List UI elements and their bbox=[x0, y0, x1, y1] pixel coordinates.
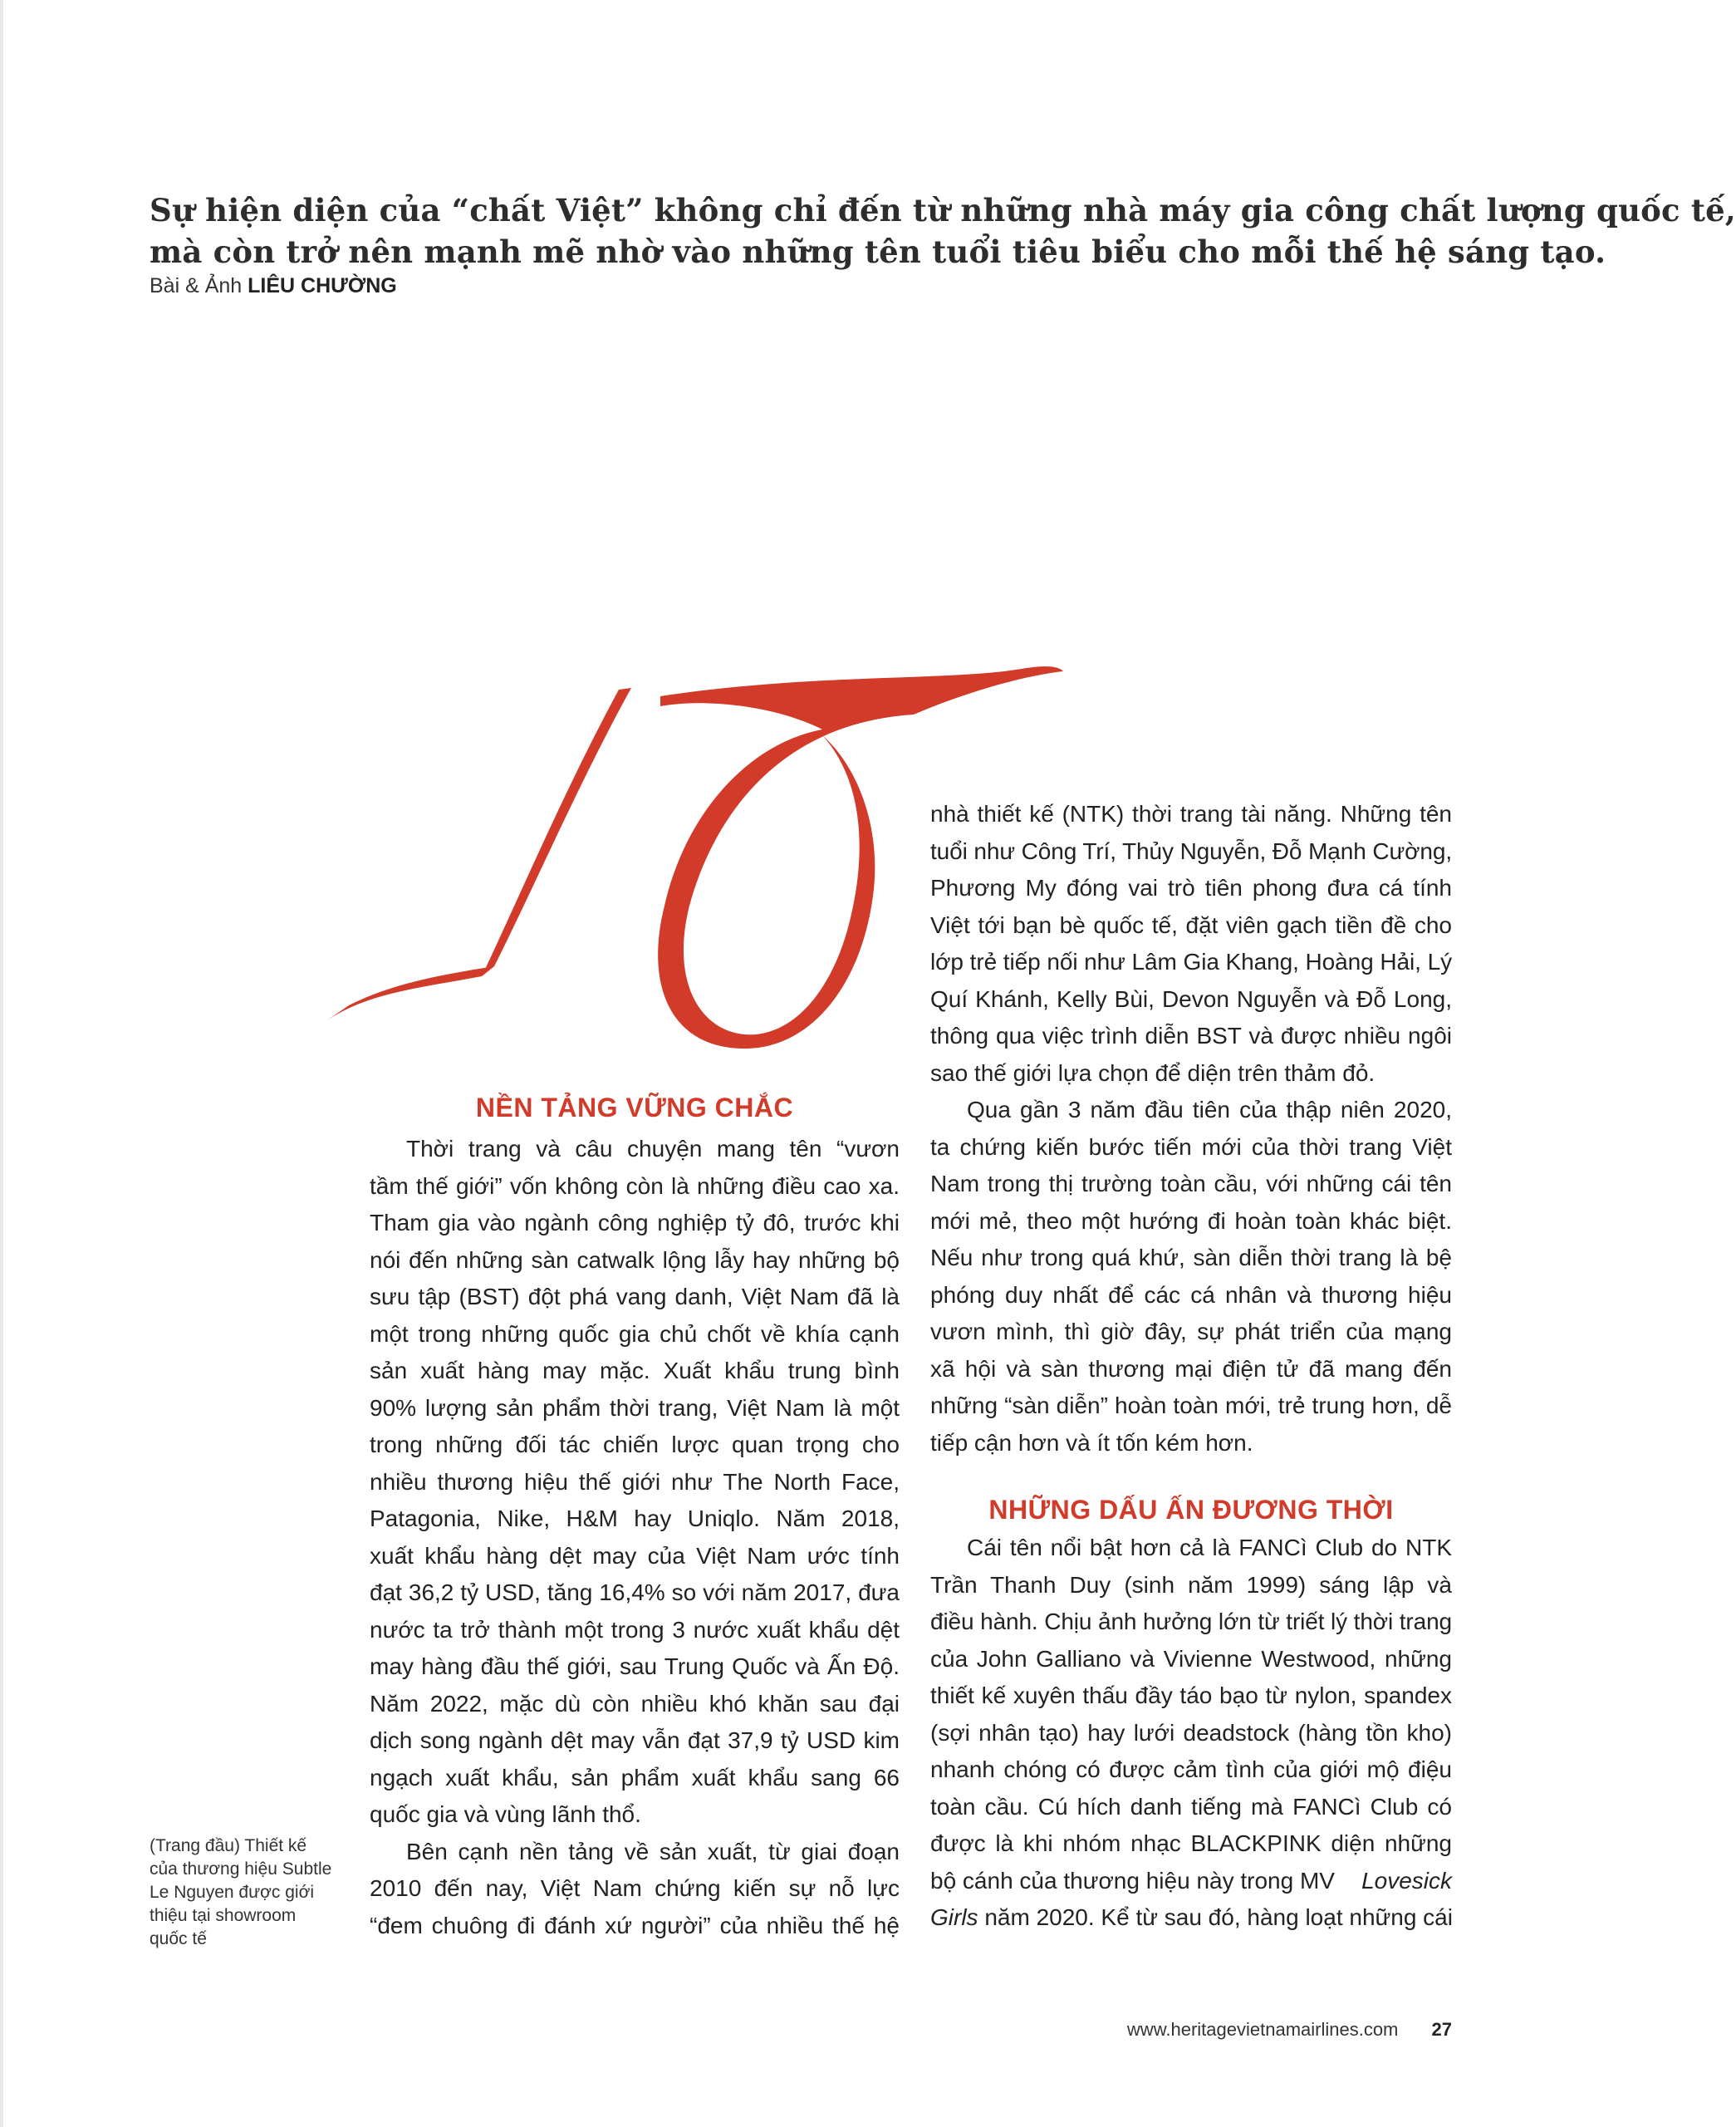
text-line: Phương My đóng vai trò tiên phong đưa cá tính bbox=[930, 875, 1452, 901]
dropcap-stem bbox=[482, 688, 631, 976]
text-line: quốc gia và vùng lãnh thổ. bbox=[370, 1801, 641, 1827]
text-line: tiếp cận hơn và ít tốn kém hơn. bbox=[930, 1429, 1253, 1456]
text-line: trong những đối tác chiến lược quan trọng cho bbox=[370, 1432, 900, 1457]
text-line: 2010 đến nay, Việt Nam chứng kiến sự nỗ lực bbox=[370, 1875, 900, 1901]
text-line: tuổi như Công Trí, Thủy Nguyễn, Đỗ Mạnh Cường, bbox=[930, 838, 1452, 864]
caption-line: Le Nguyen được giới bbox=[150, 1883, 315, 1902]
text-line: Năm 2022, mặc dù còn nhiều khó khăn sau đại bbox=[370, 1690, 900, 1717]
text-line: may hàng đầu thế giới, sau Trung Quốc và Ấn Độ. bbox=[370, 1653, 900, 1679]
text-line bbox=[930, 1899, 1452, 1937]
byline-author: LIÊU CHƯỜNG bbox=[248, 274, 397, 297]
text-line: Thời trang và câu chuyện mang tên “vươn bbox=[406, 1136, 900, 1162]
text-line: xuất khẩu hàng dệt may của Việt Nam ước tính bbox=[370, 1542, 900, 1569]
byline-prefix: Bài & Ảnh bbox=[150, 274, 243, 297]
footer-url[interactable]: www.heritagevietnamairlines.com bbox=[1126, 2019, 1399, 2040]
lede-line: mà còn trở nên mạnh mẽ nhờ vào những tên tuổi tiêu biểu cho mỗi thế hệ sáng tạo. bbox=[150, 233, 1606, 270]
text-line: sao thế giới lựa chọn để diện trên thảm đỏ. bbox=[930, 1059, 1376, 1086]
text-line: Cái tên nổi bật hơn cả là FANCì Club do NTK bbox=[967, 1535, 1452, 1560]
text-line-group bbox=[930, 1899, 1453, 1937]
text-line: ngạch xuất khẩu, sản phẩm xuất khẩu sang 66 bbox=[370, 1764, 900, 1791]
paragraph bbox=[370, 1834, 900, 1945]
column-left bbox=[370, 1091, 900, 1944]
lede-line: Sự hiện diện của “chất Việt” không chỉ đến từ những nhà máy gia công chất lượng quốc tế, bbox=[150, 192, 1736, 228]
text-line: ta chứng kiến bước tiến mới của thời trang Việt bbox=[930, 1133, 1452, 1160]
section-heading-contemporary: NHỮNG DẤU ẤN ĐƯƠNG THỜI bbox=[988, 1495, 1394, 1525]
text-line: nhiều thương hiệu thế giới như The North Face, bbox=[370, 1468, 900, 1495]
text-line: đạt 36,2 tỷ USD, tăng 16,4% so với năm 2017, đưa bbox=[370, 1579, 900, 1605]
text-line: nói đến những sàn catwalk lộng lẫy hay những bộ bbox=[370, 1246, 900, 1273]
text-line: Quí Khánh, Kelly Bùi, Devon Nguyễn và Đỗ Long, bbox=[930, 985, 1452, 1012]
page-number: 27 bbox=[1431, 2019, 1452, 2040]
caption-line: (Trang đầu) Thiết kế bbox=[150, 1836, 307, 1855]
page-footer bbox=[1127, 2019, 1452, 2041]
text-line: sản xuất hàng may mặc. Xuất khẩu trung bình bbox=[370, 1358, 900, 1383]
text-line: nhà thiết kế (NTK) thời trang tài năng. Những tên bbox=[930, 801, 1452, 827]
text-line: phóng duy nhất để các cá nhân và thương hiệu bbox=[930, 1281, 1452, 1308]
text-line: 90% lượng sản phẩm thời trang, Việt Nam là một bbox=[370, 1394, 900, 1421]
text-line: Việt tới bạn bè quốc tế, đặt viên gạch tiền đề cho bbox=[930, 911, 1452, 938]
text-line: Bên cạnh nền tảng về sản xuất, từ giai đoạn bbox=[406, 1838, 900, 1864]
article-lede bbox=[150, 189, 1736, 273]
photo-caption bbox=[150, 1835, 341, 1951]
caption-line: thiệu tại showroom bbox=[150, 1906, 297, 1925]
text-line: Nếu như trong quá khứ, sàn diễn thời trang là bệ bbox=[930, 1245, 1452, 1270]
caption-line: của thương hiệu Subtle bbox=[150, 1859, 332, 1879]
text-line: những “sàn diễn” hoàn toàn mới, trẻ trung hơn, dễ bbox=[930, 1393, 1452, 1418]
text-line: (sợi nhân tạo) hay lưới deadstock (hàng tồn kho) bbox=[930, 1719, 1452, 1746]
text-line: dịch song ngành dệt may vẫn đạt 37,9 tỷ USD kim bbox=[370, 1727, 900, 1753]
text-line: thông qua việc trình diễn BST và được nhiều ngôi bbox=[930, 1023, 1452, 1049]
page-edge bbox=[0, 0, 3, 2127]
text-line: của John Galliano và Vivienne Westwood, những bbox=[930, 1645, 1452, 1672]
text-line: một trong những quốc gia chủ chốt về khía cạnh bbox=[370, 1320, 900, 1347]
text-line: thiết kế xuyên thấu đầy táo bạo từ nylon, spandex bbox=[930, 1682, 1452, 1708]
text-line: Trần Thanh Duy (sinh năm 1999) sáng lập và bbox=[930, 1571, 1452, 1598]
text-line: lớp trẻ tiếp nối như Lâm Gia Khang, Hoàng Hải, Lý bbox=[930, 949, 1452, 975]
text-segment: bộ cánh của thương hiệu này trong MV bbox=[930, 1867, 1335, 1894]
paragraph bbox=[930, 1530, 1452, 1937]
text-line: nhanh chóng có được cảm tình của giới mộ điệu bbox=[930, 1756, 1452, 1782]
paragraph bbox=[930, 1092, 1452, 1461]
text-segment: năm 2020. Kể từ sau đó, hàng loạt những cái bbox=[984, 1904, 1453, 1930]
text-line: xã hội và sàn thương mại điện tử đã mang đến bbox=[930, 1355, 1452, 1382]
dropcap-stroke bbox=[322, 966, 494, 1024]
text-line: nước ta trở thành một trong 3 nước xuất khẩu dệt bbox=[370, 1616, 900, 1643]
text-line: vươn mình, thì giờ đây, sự phát triển của mạng bbox=[930, 1319, 1452, 1344]
paragraph bbox=[370, 1131, 900, 1834]
column-right bbox=[930, 796, 1452, 1937]
text-line: Qua gần 3 năm đầu tiên của thập niên 2020, bbox=[967, 1097, 1452, 1122]
text-line: Nam trong thị trường toàn cầu, với những cái tên bbox=[930, 1171, 1452, 1196]
text-line: điều hành. Chịu ảnh hưởng lớn từ triết lý thời trang bbox=[930, 1609, 1452, 1634]
text-line: Tham gia vào ngành công nghiệp tỷ đô, trước khi bbox=[370, 1210, 900, 1235]
text-line: sưu tập (BST) đột phá vang danh, Việt Nam đã là bbox=[370, 1284, 900, 1309]
text-line: được là khi nhóm nhạc BLACKPINK diện những bbox=[930, 1830, 1452, 1856]
mv-title: Girls bbox=[930, 1904, 978, 1930]
byline bbox=[150, 274, 397, 298]
mv-title: Lovesick bbox=[1361, 1867, 1452, 1894]
text-line: tầm thế giới” vốn không còn là những điều cao xa. bbox=[370, 1172, 900, 1199]
section-heading-foundation: NỀN TẢNG VỮNG CHẮC bbox=[475, 1093, 794, 1122]
text-line: Patagonia, Nike, H&M hay Uniqlo. Năm 2018, bbox=[370, 1506, 900, 1531]
text-line bbox=[930, 1863, 1452, 1900]
text-line: “đem chuông đi đánh xứ người” của nhiều thế hệ bbox=[370, 1912, 900, 1938]
text-line: mới mẻ, theo một hướng đi hoàn toàn khác biệt. bbox=[930, 1207, 1452, 1234]
paragraph bbox=[930, 796, 1452, 1092]
text-line: toàn cầu. Cú hích danh tiếng mà FANCì Club có bbox=[930, 1793, 1452, 1820]
caption-line: quốc tế bbox=[150, 1929, 207, 1948]
